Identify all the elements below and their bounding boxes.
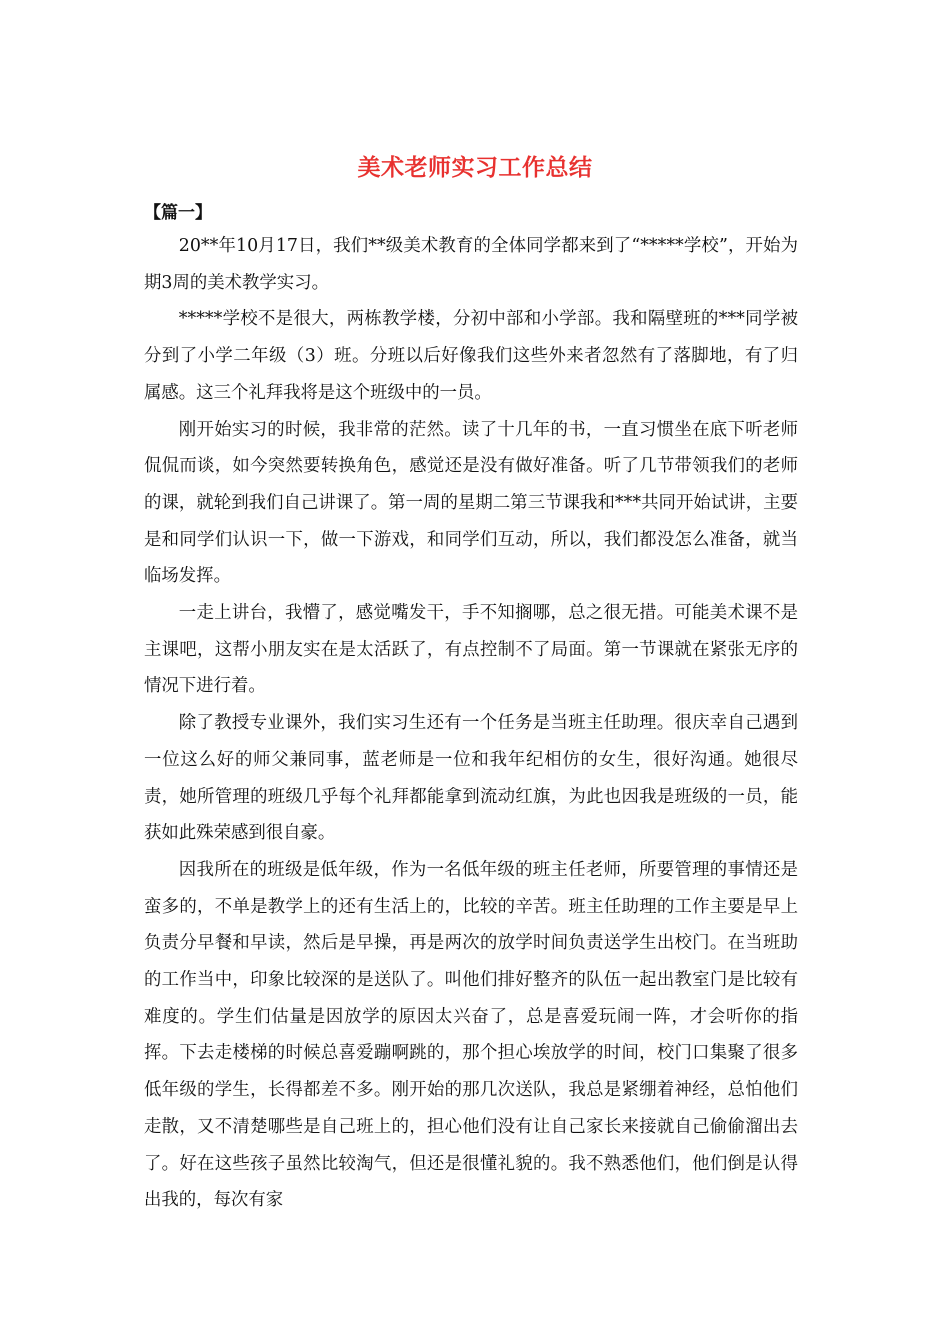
document-title: 美术老师实习工作总结 [357, 154, 593, 181]
section-label: 【篇一】 [144, 203, 212, 223]
paragraph: *****学校不是很大，两栋教学楼，分初中部和小学部。我和隔壁班的***同学被分到了小学二年级（3）班。分班以后好像我们这些外来者忽然有了落脚地，有了归属感。这三个礼拜我将是这个班级中的一员。 [144, 309, 798, 403]
paragraph: 刚开始实习的时候，我非常的茫然。读了十几年的书，一直习惯坐在底下听老师侃侃而谈，如今突然要转换角色，感觉还是没有做好准备。听了几节带领我们的老师的课，就轮到我们自己讲课了。第一周的星期二第三节课我和***共同开始试讲，主要是和同学们认识一下，做一下游戏，和同学们互动，所以，我们都没怎么准备，就当临场发挥。 [144, 419, 798, 587]
paragraph: 20**年10月17日，我们**级美术教育的全体同学都来到了“*****学校”，开始为期3周的美术教学实习。 [144, 236, 798, 293]
document-body [144, 228, 798, 1219]
paragraph: 因我所在的班级是低年级，作为一名低年级的班主任老师，所要管理的事情还是蛮多的，不单是教学上的还有生活上的，比较的辛苦。班主任助理的工作主要是早上负责分早餐和早读，然后是早操，再是两次的放学时间负责送学生出校门。在当班助的工作当中，印象比较深的是送队了。叫他们排好整齐的队伍一起出教室门是比较有难度的。学生们估量是因放学的原因太兴奋了，总是喜爱玩闹一阵，才会听你的指挥。下去走楼梯的时候总喜爱蹦啊跳的，那个担心埃放学的时间，校门口集聚了很多低年级的学生，长得都差不多。刚开始的那几次送队，我总是紧绷着神经，总怕他们走散，又不清楚哪些是自己班上的，担心他们没有让自己家长来接就自己偷偷溜出去了。好在这些孩子虽然比较淘气，但还是很懂礼貌的。我不熟悉他们，他们倒是认得出我的，每次有家 [144, 859, 798, 1211]
paragraph: 一走上讲台，我懵了，感觉嘴发干，手不知搁哪，总之很无措。可能美术课不是主课吧，这帮小朋友实在是太活跃了，有点控制不了局面。第一节课就在紧张无序的情况下进行着。 [144, 603, 798, 697]
paragraph: 除了教授专业课外，我们实习生还有一个任务是当班主任助理。很庆幸自己遇到一位这么好的师父兼同事，蓝老师是一位和我年纪相仿的女生，很好沟通。她很尽责，她所管理的班级几乎每个礼拜都能拿到流动红旗，为此也因我是班级的一员，能获如此殊荣感到很自豪。 [144, 713, 798, 844]
